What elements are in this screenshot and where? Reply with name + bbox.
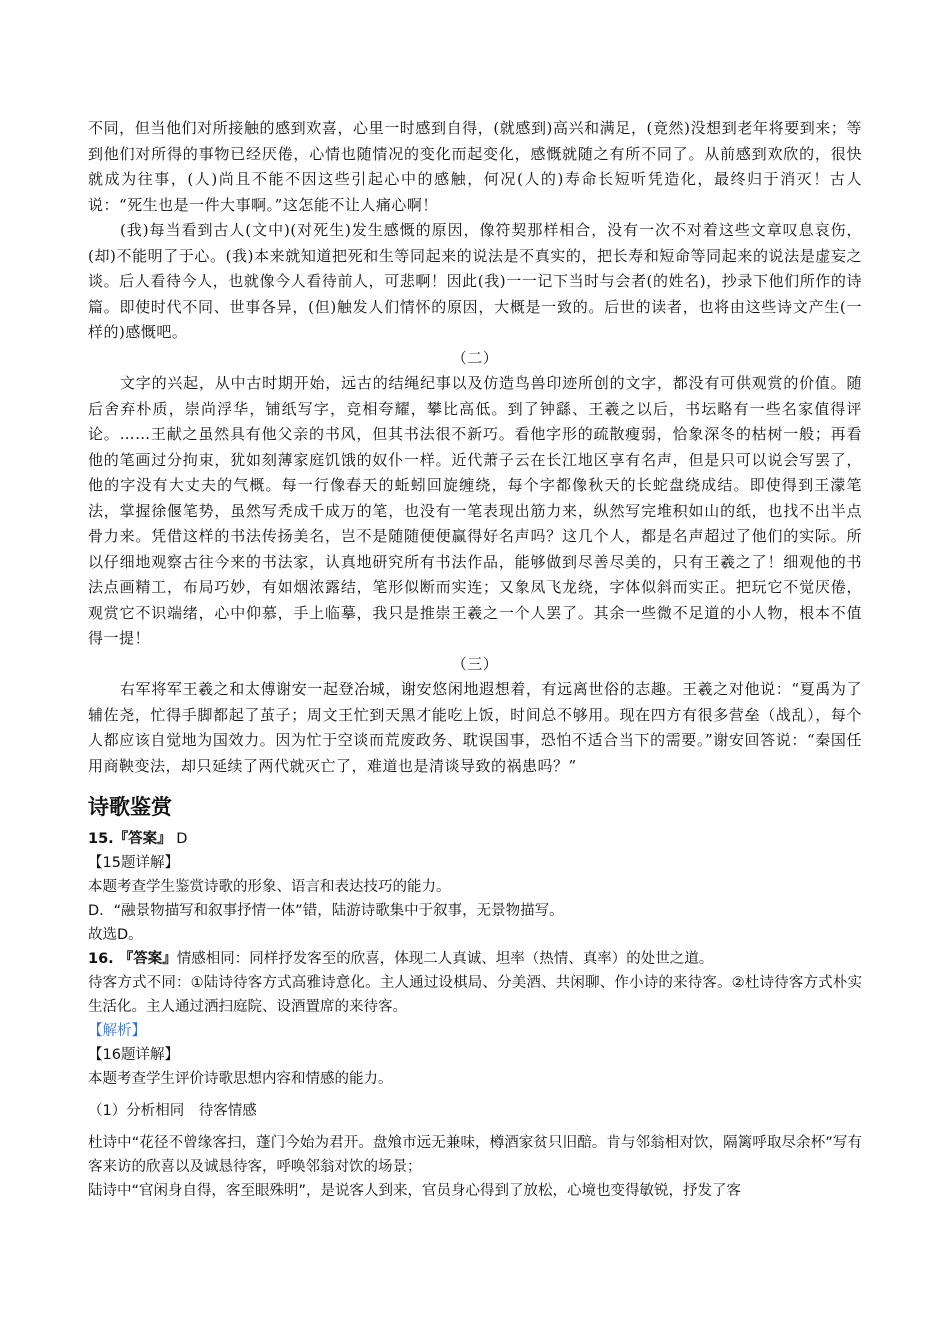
translation-paragraph-1: 不同，但当他们对所接触的感到欢喜，心里一时感到自得，(就感到)高兴和满足，(竟然)没想到老年将要到来；等到他们对所得的事物已经厌倦，心情也随情况的变化而起变化，感慨就随之有所不同了。从前感到欢欣的，很快就成为往事，(人)尚且不能不因这些引起心中的感触，何况(人的)寿命长短听凭造化，最终归于消灭！古人说：“死生也是一件大事啊。”这怎能不让人痛心啊！ (88, 119, 862, 214)
q16-answer-value: 情感相同：同样抒发客至的欣喜，体现二人真诚、坦率（热情、真率）的处世之道。 (176, 951, 714, 967)
q16-step-1: （1）分析相同 待客情感 (88, 1103, 257, 1119)
q16-line-2: 待客方式不同：①陆诗待客方式高雅诗意化。主人通过设棋局、分美酒、共闲聊、作小诗的来待客。②杜诗待客方式朴实生活化。主人通过洒扫庭院、设酒置席的来待客。 (88, 975, 862, 1015)
answers-section (88, 827, 862, 1203)
q16-line-5: 陆诗中“官闲身自得，客至眼殊明”，是说客人到来，官员身心得到了放松，心境也变得敏锐，抒发了客 (88, 1183, 742, 1199)
q15-detail-label: 【15题详解】 (88, 855, 179, 871)
translation-section (88, 116, 862, 779)
q16-answer-label: 16. 『答案』 (88, 951, 177, 967)
q15-line-3: 故选D。 (88, 927, 143, 943)
part-heading-3: （三） (451, 654, 499, 673)
q15-answer-label: 15.『答案』 (88, 831, 172, 847)
q16-answer-line (88, 947, 862, 971)
q16-line-3: 本题考查学生评价诗歌思想内容和情感的能力。 (88, 1071, 393, 1087)
q16-detail-label: 【16题详解】 (88, 1047, 179, 1063)
section-title: 诗歌鉴赏 (88, 795, 172, 819)
translation-paragraph-4: 右军将军王羲之和太傅谢安一起登冶城，谢安悠闲地遐想着，有远离世俗的志趣。王羲之对他说：“夏禹为了辅佐尧，忙得手脚都起了茧子；周文王忙到天黑才能吃上饭，时间总不够用。现在四方有很多营垒（战乱），每个人都应该自觉地为国效力。因为忙于空谈而荒废政务、耽误国事，恐怕不适合当下的需要。”谢安回答说：“秦国任用商鞅变法，却只延续了两代就灭亡了，难道也是清谈导致的祸患吗？” (88, 680, 862, 775)
part-heading-2: （二） (451, 348, 499, 367)
translation-paragraph-2: (我)每当看到古人(文中)(对死生)发生感慨的原因，像符契那样相合，没有一次不对着这些文章叹息哀伤，(却)不能明了于心。(我)本来就知道把死和生等同起来的说法是不真实的，把长寿和短命等同起来的说法是虚妄之谈。后人看待今人，也就像今人看待前人，可悲啊！因此(我)一一记下当时与会者(的姓名)，抄录下他们所作的诗篇。即使时代不同、世事各异，(但)触发人们情怀的原因，大概是一致的。后世的读者，也将由这些诗文产生(一样的)感慨吧。 (88, 221, 862, 341)
translation-paragraph-3: 文字的兴起，从中古时期开始，远古的结绳纪事以及仿造鸟兽印迹所创的文字，都没有可供观赏的价值。随后舍弃朴质，崇尚浮华，铺纸写字，竞相夸耀，攀比高低。到了钟繇、王羲之以后，书坛略有一些名家值得评论。……王献之虽然具有他父亲的书风，但其书法很不新巧。看他字形的疏散瘦弱，恰象深冬的枯树一般；再看他的笔画过分拘束，犹如刻薄家庭饥饿的奴仆一样。近代萧子云在长江地区享有名声，但是只可以说会写罢了，他的字没有大丈夫的气概。每一行像春天的蚯蚓回旋缠绕，每个字都像秋天的长蛇盘绕成结。即使得到王濛笔法，掌握徐偃笔势，虽然写秃成千成万的笔，也没有一笔表现出筋力来，纵然写完堆积如山的纸，也找不出半点骨力来。凭借这样的书法传扬美名，岂不是随随便便赢得好名声吗？这几个人，都是名声超过了他们的实际。所以仔细地观察古往今来的书法家，认真地研究所有书法作品，能够做到尽善尽美的，只有王羲之了！细观他的书法点画精工，布局巧妙，有如烟浓露结，笔形似断而实连；又象凤飞龙绕，字体似斜而实正。把玩它不觉厌倦，观赏它不识端绪，心中仰慕，手上临摹，我只是推崇王羲之一个人罢了。其余一些微不足道的小人物，根本不值得一提！ (88, 374, 862, 647)
q16-line-4: 杜诗中“花径不曾缘客扫，蓬门今始为君开。盘飧市远无兼味，樽酒家贫只旧醅。肯与邻翁相对饮，隔篱呼取尽余杯”写有客来访的欣喜以及诚恳待客，呼唤邻翁对饮的场景； (88, 1135, 862, 1175)
q15-answer-line (88, 827, 862, 851)
q15-line-2: D．“融景物描写和叙事抒情一体”错，陆游诗歌集中于叙事，无景物描写。 (88, 903, 564, 919)
q15-line-1: 本题考查学生鉴赏诗歌的形象、语言和表达技巧的能力。 (88, 879, 451, 895)
q15-answer-value: D (171, 831, 188, 847)
q16-analysis-link[interactable]: 【解析】 (88, 1023, 146, 1039)
